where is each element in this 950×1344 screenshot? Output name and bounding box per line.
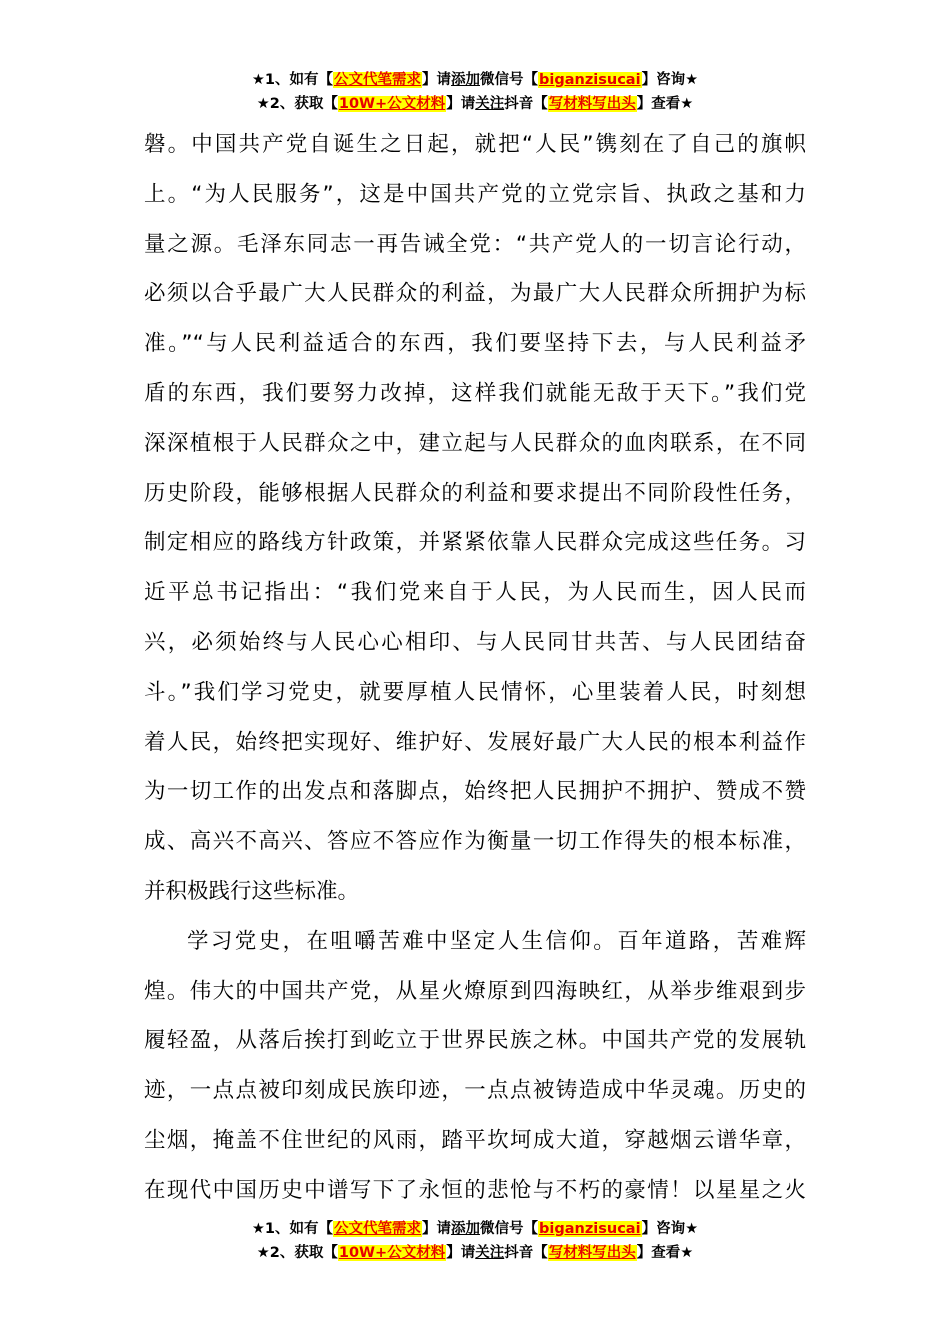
banner-underlined: 添加: [451, 1221, 481, 1237]
banner-text: 微信号【: [480, 72, 539, 88]
text-line: 盾的东西，我们要努力改掉，这样我们就能无敌于天下。”我们党: [144, 380, 806, 406]
text-line: 斗。”我们学习党史，就要厚植人民情怀，心里装着人民，时刻想: [144, 679, 806, 705]
text-line: 兴，必须始终与人民心心相印、与人民同甘共苦、与人民团结奋: [144, 629, 806, 655]
paragraph-1: [144, 120, 806, 917]
banner-text: 】查看★: [636, 1245, 694, 1261]
text-line: 尘烟，掩盖不住世纪的风雨，踏平坎坷成大道，穿越烟云谱华章，: [144, 1127, 806, 1153]
text-line: 深深植根于人民群众之中，建立起与人民群众的血肉联系，在不同: [144, 430, 806, 456]
banner-text: ★1、如有【: [251, 1221, 334, 1237]
banner-highlight: 写材料写出头: [548, 1245, 636, 1261]
text-line: 并积极践行这些标准。: [144, 878, 360, 904]
banner-underlined: 关注: [475, 96, 505, 112]
text-line: 着人民，始终把实现好、维护好、发展好最广大人民的根本利益作: [144, 729, 806, 755]
text-line: 为一切工作的出发点和落脚点，始终把人民拥护不拥护、赞成不赞: [144, 779, 806, 805]
banner-text: ★2、获取【: [256, 1245, 338, 1261]
banner-text: 微信号【: [480, 1221, 539, 1237]
text-line: 迹，一点点被印刻成民族印迹，一点点被铸造成中华灵魂。历史的: [144, 1078, 806, 1104]
text-line: 履轻盈，从落后挨打到屹立于世界民族之林。中国共产党的发展轨: [144, 1028, 806, 1054]
footer-banner-line-1: [0, 1217, 950, 1241]
banner-text: 抖音【: [504, 96, 548, 112]
footer-banner-line-2: [0, 1241, 950, 1265]
text-line: 煌。伟大的中国共产党，从星火燎原到四海映红，从举步维艰到步: [144, 978, 806, 1004]
banner-highlight: 10W+公文材料: [338, 1245, 446, 1261]
text-line: 量之源。毛泽东同志一再告诫全党：“共产党人的一切言论行动，: [144, 231, 806, 257]
banner-text: 】请: [446, 96, 476, 112]
banner-text: 抖音【: [504, 1245, 548, 1261]
banner-highlight: 公文代笔需求: [334, 72, 422, 88]
text-line: 制定相应的路线方针政策，并紧紧依靠人民群众完成这些任务。习: [144, 530, 806, 556]
banner-text: 】请: [446, 1245, 476, 1261]
banner-text: 】请: [422, 72, 452, 88]
text-line: 学习党史，在咀嚼苦难中坚定人生信仰。百年道路，苦难辉: [187, 928, 806, 954]
text-line: 历史阶段，能够根据人民群众的利益和要求提出不同阶段性任务，: [144, 480, 806, 506]
banner-highlight: 写材料写出头: [548, 96, 636, 112]
text-line: 成、高兴不高兴、答应不答应作为衡量一切工作得失的根本标准，: [144, 829, 806, 855]
banner-highlight: biganzisucai: [539, 72, 641, 88]
banner-text: 】咨询★: [641, 72, 699, 88]
banner-highlight: 公文代笔需求: [334, 1221, 422, 1237]
footer-banner: [0, 1217, 950, 1265]
banner-underlined: 关注: [475, 1245, 505, 1261]
text-line: 准。”“与人民利益适合的东西，我们要坚持下去，与人民利益矛: [144, 331, 806, 357]
banner-highlight: biganzisucai: [539, 1221, 641, 1237]
banner-text: 】请: [422, 1221, 452, 1237]
document-body: [144, 120, 806, 1216]
text-line: 磐。中国共产党自诞生之日起，就把“人民”镌刻在了自己的旗帜: [144, 132, 806, 157]
header-banner-line-1: [0, 68, 950, 92]
banner-text: 】查看★: [636, 96, 694, 112]
text-line: 必须以合乎最广大人民群众的利益，为最广大人民群众所拥护为标: [144, 281, 806, 307]
banner-text: 】咨询★: [641, 1221, 699, 1237]
text-line: 上。“为人民服务”，这是中国共产党的立党宗旨、执政之基和力: [144, 181, 806, 207]
header-banner: [0, 68, 950, 116]
text-line: 近平总书记指出：“我们党来自于人民，为人民而生，因人民而: [144, 580, 806, 606]
banner-text: ★2、获取【: [256, 96, 338, 112]
banner-text: ★1、如有【: [251, 72, 334, 88]
banner-underlined: 添加: [451, 72, 481, 88]
paragraph-2: [144, 917, 806, 1216]
banner-highlight: 10W+公文材料: [338, 96, 446, 112]
text-line: 在现代中国历史中谱写下了永恒的悲怆与不朽的豪情！以星星之火: [144, 1177, 806, 1203]
header-banner-line-2: [0, 92, 950, 116]
